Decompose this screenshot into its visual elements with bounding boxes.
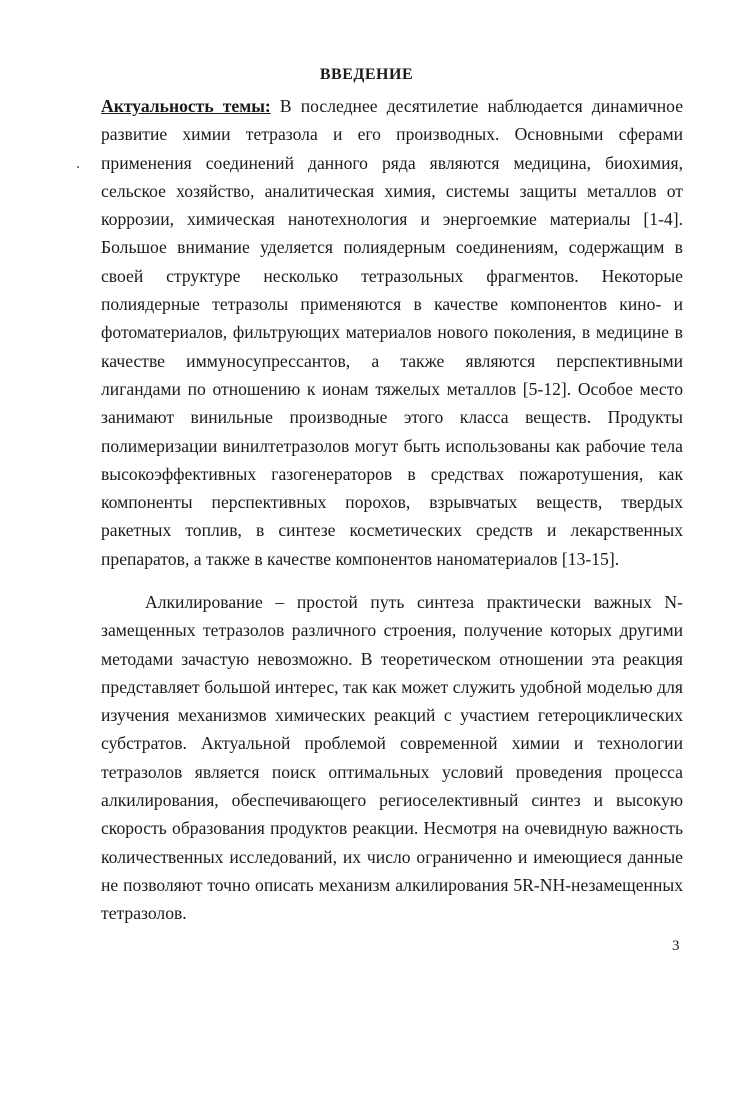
page-number: 3 xyxy=(672,938,680,954)
section-heading: ВВЕДЕНИЕ xyxy=(319,66,414,83)
paragraph-relevance xyxy=(101,92,683,573)
paragraph-lead: Актуальность темы: xyxy=(101,96,271,116)
paragraph-alkylation: Алкилирование – простой путь синтеза практически важных N-замещенных тетразолов различного строения, получение которых другими методами зачастую невозможно. В теоретическом отношении эта реакция представляет большой интерес, так как может служить удобной моделью для изучения механизмов химических реакций с участием гетероциклических субстратов. Актуальной проблемой современной химии и технологии тетразолов является поиск оптимальных условий проведения процесса алкилирования, обеспечивающего региоселективный синтез и высокую скорость образования продуктов реакции. Несмотря на очевидную важность количественных исследований, их число ограниченно и имеющиеся данные не позволяют точно описать механизм алкилирования 5R-NH-незамещенных тетразолов. xyxy=(101,592,683,924)
paragraph-body: В последнее десятилетие наблюдается динамичное развитие химии тетразола и его производных. Основными сферами применения соединений данного ряда являются медицина, биохимия, сельское хозяйство, аналитическая химия, системы защиты металлов от коррозии, химическая нанотехнология и энергоемкие материалы [1-4]. Большое внимание уделяется полиядерным соединениям, содержащим в своей структуре несколько тетразольных фрагментов. Некоторые полиядерные тетразолы применяются в качестве компонентов кино- и фотоматериалов, фильтрующих материалов нового поколения, в медицине в качестве иммуносупрессантов, а также являются перспективными лигандами по отношению к ионам тяжелых металлов [5-12]. Особое место занимают винильные производные этого класса веществ. Продукты полимеризации винилтетразолов могут быть использованы как рабочие тела высокоэффективных газогенераторов в средствах пожаротушения, как компоненты перспективных порохов, взрывчатых веществ, твердых ракетных топлив, в синтезе косметических средств и лекарственных препаратов, а также в качестве компонентов наноматериалов [13-15]. xyxy=(101,96,684,569)
stray-mark xyxy=(77,166,79,168)
